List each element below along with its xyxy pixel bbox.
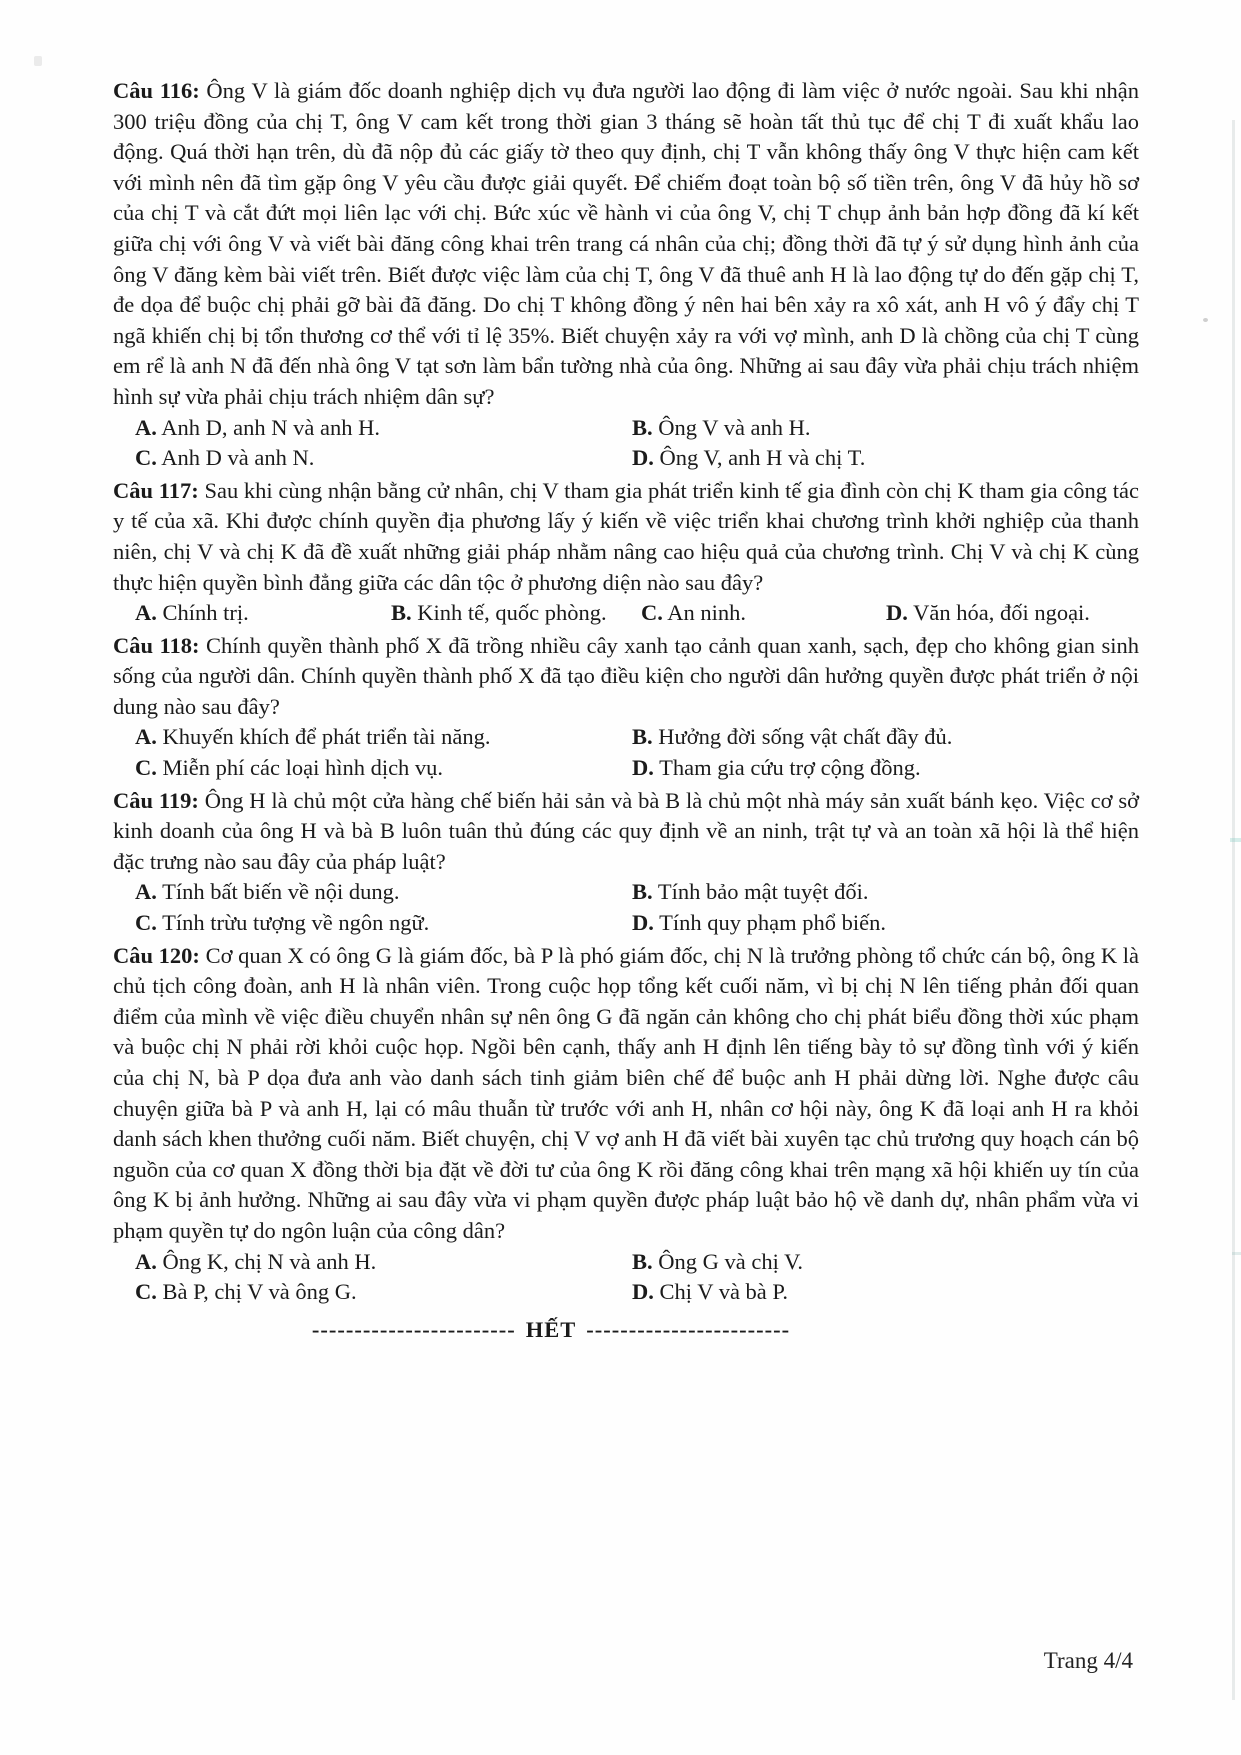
option-a-letter: A. (135, 879, 157, 905)
option-a-letter: A. (135, 414, 157, 440)
option-b-letter: B. (391, 600, 412, 626)
option-a-text: Tính bất biến về nội dung. (162, 879, 400, 905)
option-b-letter: B. (632, 414, 653, 440)
option-b (632, 722, 1139, 753)
option-d-text: Chị V và bà P. (659, 1279, 789, 1305)
option-c-letter: C. (135, 1279, 157, 1305)
question-120-number-label: Câu 120: (113, 942, 200, 968)
option-c (135, 1277, 632, 1308)
question-120-paragraph (113, 941, 1139, 1247)
option-c-text: Miễn phí các loại hình dịch vụ. (162, 755, 444, 781)
option-d (632, 753, 1139, 784)
option-d-text: Tính quy phạm phổ biến. (659, 910, 886, 936)
option-c (135, 908, 632, 939)
option-b-letter: B. (632, 879, 653, 905)
option-b-text: Ông G và chị V. (658, 1248, 804, 1274)
option-c (135, 753, 632, 784)
scan-mark-artifact (34, 56, 42, 66)
option-d (632, 908, 1139, 939)
option-a (135, 877, 632, 908)
option-d-text: Tham gia cứu trợ cộng đồng. (659, 755, 921, 781)
option-a (135, 722, 632, 753)
question-118-body-text: Chính quyền thành phố X đã trồng nhiều cây xanh tạo cảnh quan xanh, sạch, đẹp cho không gian sinh sống của người dân. Chính quyền thành phố X đã tạo điều kiện cho người dân hưởng quyền được phát triển ở nội dung nào sau đây? (113, 632, 1140, 719)
question-119 (113, 786, 1139, 939)
question-117-paragraph (113, 476, 1139, 598)
option-a-text: Ông K, chị N và anh H. (162, 1248, 377, 1274)
option-a-letter: A. (135, 1248, 157, 1274)
end-marker-right-dashes: ------------------------ (586, 1316, 791, 1342)
option-c (641, 598, 886, 629)
question-118-paragraph (113, 631, 1139, 723)
option-c-letter: C. (135, 910, 157, 936)
question-119-paragraph (113, 786, 1139, 878)
question-116-options (113, 413, 1139, 474)
option-c-text: An ninh. (667, 600, 747, 626)
question-118-number-label: Câu 118: (113, 632, 200, 658)
scan-edge-artifact (1232, 120, 1235, 1700)
question-117-body-text: Sau khi cùng nhận bằng cử nhân, chị V tham gia phát triển kinh tế gia đình còn chị K tham gia công tác y tế của xã. Khi được chính quyền địa phương lấy ý kiến về việc triển khai chương trình khởi nghiệp của thanh niên, chị V và chị K đã đề xuất những giải pháp nhằm nâng cao hiệu quả của chương trình. Chị V và chị K cùng thực hiện quyền bình đẳng giữa các dân tộc ở phương diện nào sau đây? (113, 477, 1139, 595)
option-b-text: Kinh tế, quốc phòng. (417, 600, 607, 626)
end-marker (113, 1314, 989, 1346)
option-a (135, 598, 391, 629)
option-d-letter: D. (632, 445, 654, 471)
question-116-number-label: Câu 116: (113, 78, 200, 103)
option-b-text: Tính bảo mật tuyệt đối. (657, 879, 869, 905)
option-b (632, 1247, 1139, 1278)
option-a-text: Anh D, anh N và anh H. (161, 414, 380, 440)
option-a-text: Khuyến khích để phát triển tài năng. (162, 724, 491, 750)
option-d-letter: D. (632, 755, 654, 781)
question-119-options (113, 877, 1139, 938)
question-117-number-label: Câu 117: (113, 477, 199, 503)
option-c-letter: C. (641, 600, 663, 626)
question-118 (113, 631, 1139, 784)
scan-tick-artifact (1232, 1252, 1241, 1255)
option-d-letter: D. (632, 910, 654, 936)
option-c-text: Tính trừu tượng về ngôn ngữ. (162, 910, 430, 936)
question-117-options (113, 598, 1139, 629)
option-d-letter: D. (632, 1279, 654, 1305)
option-c (135, 443, 632, 474)
option-d (886, 598, 1139, 629)
question-117 (113, 476, 1139, 629)
question-116-paragraph (113, 76, 1139, 413)
question-120 (113, 941, 1139, 1308)
scan-tick-artifact (1230, 838, 1241, 842)
question-118-options (113, 722, 1139, 783)
end-marker-label: HẾT (525, 1316, 577, 1342)
scan-speck-artifact (1203, 318, 1208, 322)
option-c-text: Anh D và anh N. (161, 445, 315, 471)
option-b (632, 413, 1139, 444)
page-number: Trang 4/4 (1043, 1648, 1133, 1673)
option-d (632, 1277, 1139, 1308)
option-d (632, 443, 1139, 474)
question-116-body-text: Ông V là giám đốc doanh nghiệp dịch vụ đưa người lao động đi làm việc ở nước ngoài. Sau khi nhận 300 triệu đồng của chị T, ông V cam kết trong thời gian 3 tháng sẽ hoàn tất thủ tục để chị T đi xuất khẩu lao động. Quá thời hạn trên, dù đã nộp đủ các giấy tờ theo quy định, chị T vẫn không thấy ông V thực hiện cam kết với mình nên đã tìm gặp ông V yêu cầu được giải quyết. Để chiếm đoạt toàn bộ số tiền trên, ông V đã hủy hồ sơ của chị T và cắt đứt mọi liên lạc với chị. Bức xúc về hành vi của ông V, chị T chụp ảnh bản hợp đồng đã kí kết giữa chị với ông V và viết bài đăng công khai trên trang cá nhân của chị; đồng thời đã tự ý sử dụng hình ảnh của ông V đăng kèm bài viết trên. Biết được việc làm của chị T, ông V đã thuê anh H là lao động tự do đến gặp chị T, đe dọa để buộc chị phải gỡ bài đã đăng. Do chị T không đồng ý nên hai bên xảy ra xô xát, anh H vô ý đẩy chị T ngã khiến chị bị tổn thương cơ thể với tỉ lệ 35%. Biết chuyện xảy ra với vợ mình, anh D là chồng của chị T cùng em rể là anh N đã đến nhà ông V tạt sơn làm bẩn tường nhà của ông. Những ai sau đây vừa phải chịu trách nhiệm hình sự vừa phải chịu trách nhiệm dân sự? (113, 78, 1140, 409)
option-c-text: Bà P, chị V và ông G. (162, 1279, 357, 1305)
option-b-letter: B. (632, 724, 653, 750)
option-a (135, 1247, 632, 1278)
option-d-text: Văn hóa, đối ngoại. (913, 600, 1090, 626)
option-c-letter: C. (135, 445, 157, 471)
option-d-letter: D. (886, 600, 908, 626)
question-116 (113, 76, 1139, 474)
option-b-text: Ông V và anh H. (658, 414, 811, 440)
question-120-body-text: Cơ quan X có ông G là giám đốc, bà P là phó giám đốc, chị N là trưởng phòng tổ chức cán bộ, ông K là chủ tịch công đoàn, anh H là nhân viên. Trong cuộc họp tổng kết cuối năm, vì bị chị N lên tiếng phản đối quan điểm của mình về việc điều chuyển nhân sự nên ông G đã ngăn cản không cho chị phát biểu đồng thời xúc phạm và buộc chị N phải rời khỏi cuộc họp. Ngồi bên cạnh, thấy anh H định lên tiếng bày tỏ sự đồng tình với ý kiến của chị N, bà P dọa đưa anh vào danh sách tinh giảm biên chế để buộc anh H phải dừng lời. Nghe được câu chuyện giữa bà P và anh H, lại có mâu thuẫn từ trước với anh H, nhân cơ hội này, ông K đã loại anh H ra khỏi danh sách khen thưởng cuối năm. Biết chuyện, chị V vợ anh H đã viết bài xuyên tạc chủ trương quy hoạch cán bộ nguồn của cơ quan X đồng thời bịa đặt về đời tư của ông K rồi đăng công khai trên mạng xã hội khiến uy tín của ông K bị ảnh hưởng. Những ai sau đây vừa vi phạm quyền được pháp luật bảo hộ về danh dự, nhân phẩm vừa vi phạm quyền tự do ngôn luận của công dân? (113, 942, 1139, 1243)
exam-content (113, 74, 1139, 1346)
question-120-options (113, 1247, 1139, 1308)
end-marker-left-dashes: ------------------------ (311, 1316, 516, 1342)
option-b (632, 877, 1139, 908)
option-b-letter: B. (632, 1248, 653, 1274)
option-a-text: Chính trị. (162, 600, 249, 626)
question-119-body-text: Ông H là chủ một cửa hàng chế biến hải sản và bà B là chủ một nhà máy sản xuất bánh kẹo. Việc cơ sở kinh doanh của ông H và bà B luôn tuân thủ đúng các quy định về an ninh, trật tự và an toàn xã hội là thể hiện đặc trưng nào sau đây của pháp luật? (113, 787, 1140, 874)
option-a-letter: A. (135, 724, 157, 750)
option-d-text: Ông V, anh H và chị T. (659, 445, 866, 471)
option-a (135, 413, 632, 444)
option-b (391, 598, 641, 629)
option-b-text: Hưởng đời sống vật chất đầy đủ. (658, 724, 953, 750)
option-a-letter: A. (135, 600, 157, 626)
question-119-number-label: Câu 119: (113, 787, 199, 813)
option-c-letter: C. (135, 755, 157, 781)
